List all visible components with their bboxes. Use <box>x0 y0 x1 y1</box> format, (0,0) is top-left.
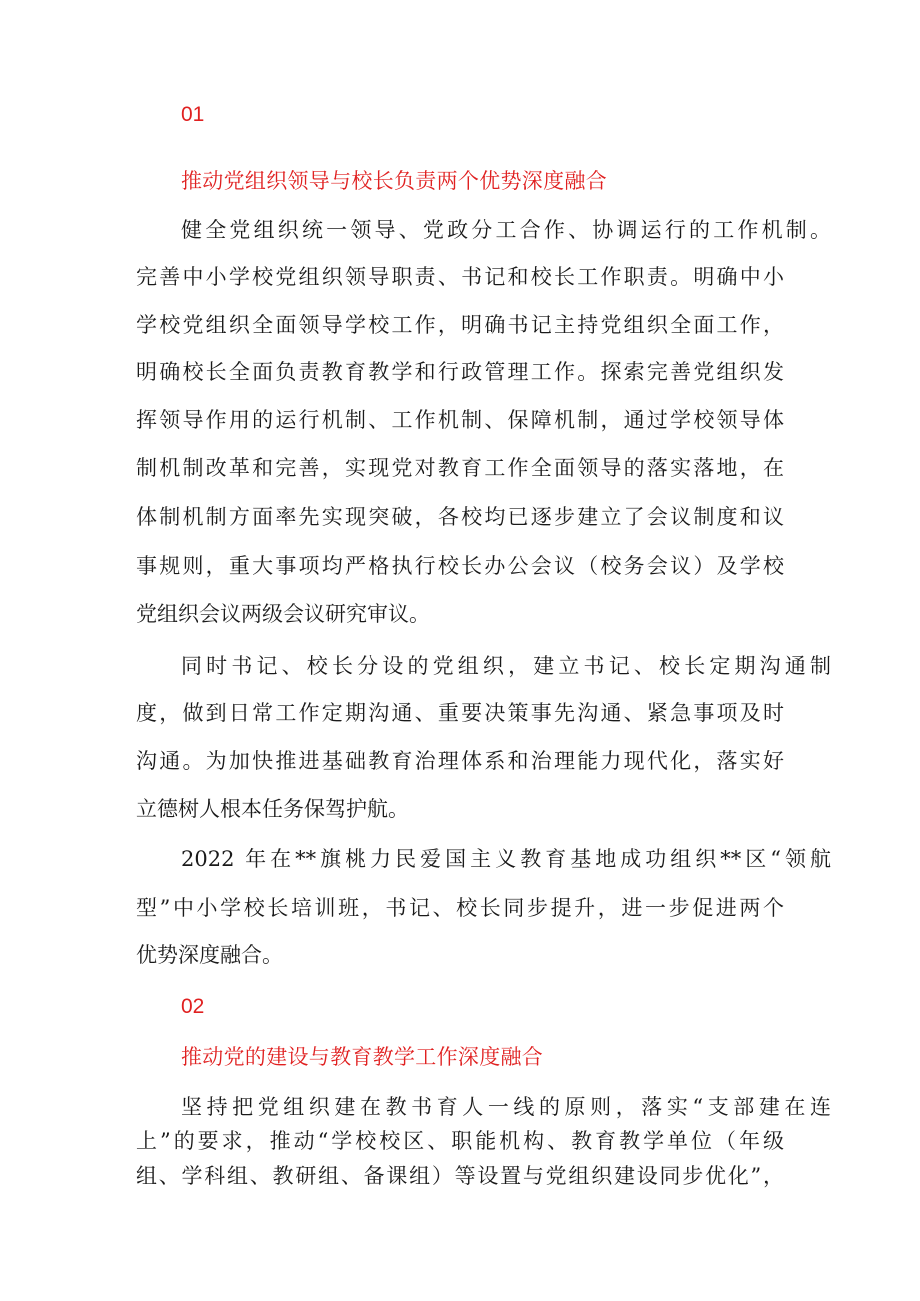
paragraph-line: 优势深度融合。 <box>136 943 283 967</box>
paragraph-line: 事规则，重大事项均严格执行校长办公会议（校务会议）及学校 <box>136 554 784 578</box>
paragraph-line: 度，做到日常工作定期沟通、重要决策事先沟通、紧急事项及时 <box>136 701 784 725</box>
section-heading: 推动党组织领导与校长负责两个优势深度融合 <box>181 169 607 193</box>
paragraph-line: 立德树人根本任务保驾护航。 <box>136 797 409 821</box>
paragraph-line: 学校党组织全面领导学校工作，明确书记主持党组织全面工作， <box>136 313 784 337</box>
section-heading: 推动党的建设与教育教学工作深度融合 <box>181 1045 544 1069</box>
paragraph-line: 完善中小学校党组织领导职责、书记和校长工作职责。明确中小 <box>136 265 784 289</box>
paragraph-line: 型”中小学校长培训班，书记、校长同步提升，进一步促进两个 <box>136 896 784 920</box>
paragraph-line: 坚持把党组织建在教书育人一线的原则，落实“支部建在连 <box>181 1095 831 1119</box>
paragraph-line: 挥领导作用的运行机制、工作机制、保障机制，通过学校领导体 <box>136 408 784 432</box>
paragraph-line: 健全党组织统一领导、党政分工合作、协调运行的工作机制。 <box>181 218 831 242</box>
section-number: 01 <box>181 103 205 126</box>
paragraph-line: 体制机制方面率先实现突破，各校均已逐步建立了会议制度和议 <box>136 505 784 529</box>
paragraph-line: 组、学科组、教研组、备课组）等设置与党组织建设同步优化”， <box>136 1164 784 1188</box>
paragraph-line: 2022 年在**旗桃力民爱国主义教育基地成功组织**区“领航 <box>181 847 831 871</box>
paragraph-line: 同时书记、校长分设的党组织，建立书记、校长定期沟通制 <box>181 654 831 678</box>
paragraph-line: 明确校长全面负责教育教学和行政管理工作。探索完善党组织发 <box>136 360 784 384</box>
paragraph-line: 沟通。为加快推进基础教育治理体系和治理能力现代化，落实好 <box>136 749 784 773</box>
paragraph-line: 党组织会议两级会议研究审议。 <box>136 602 430 626</box>
paragraph-line: 上”的要求，推动“学校校区、职能机构、教育教学单位（年级 <box>136 1129 784 1153</box>
paragraph-line: 制机制改革和完善，实现党对教育工作全面领导的落实落地，在 <box>136 456 784 480</box>
section-number: 02 <box>181 995 205 1018</box>
